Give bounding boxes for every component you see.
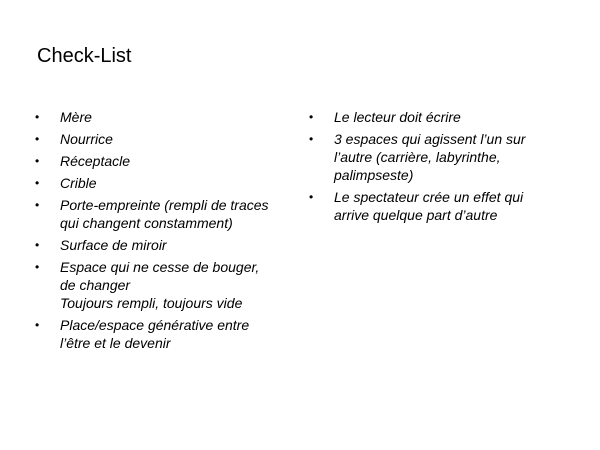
bullet-icon: • [309,110,314,124]
item-text: Le spectateur crée un effet qui [334,189,524,205]
item-text: Place/espace générative entre [60,317,250,333]
item-text: arrive quelque part d’autre [334,207,498,223]
item-text: 3 espaces qui agissent l’un sur [334,131,526,147]
bullet-icon: • [309,132,314,146]
item-text: l’autre (carrière, labyrinthe, [334,149,501,165]
item-text: de changer [60,277,131,293]
list-item [35,196,297,232]
list-item [35,236,297,254]
list-item [35,152,297,170]
item-text: Nourrice [60,131,113,147]
bullet-icon: • [35,260,40,274]
item-text: l’être et le devenir [60,335,171,351]
bullet-icon: • [35,154,40,168]
right-bullet-list [309,108,559,228]
slide-title: Check-List [37,45,132,67]
item-text: palimpseste) [334,167,414,183]
item-text: Mère [60,109,92,125]
bullet-icon: • [35,110,40,124]
bullet-icon: • [35,238,40,252]
item-text: Surface de miroir [60,237,167,253]
item-text: Réceptacle [60,153,131,169]
bullet-icon: • [309,190,314,204]
list-item [35,130,297,148]
item-text: Espace qui ne cesse de bouger, [60,259,260,275]
list-item [309,108,559,126]
item-text: Le lecteur doit écrire [334,109,461,125]
bullet-icon: • [35,132,40,146]
list-item [35,316,297,352]
item-text: Crible [60,175,97,191]
item-text: Toujours rempli, toujours vide [60,295,243,311]
item-text: Porte-empreinte (rempli de traces [60,197,269,213]
left-bullet-list [35,108,297,356]
list-item [35,108,297,126]
item-text: qui changent constamment) [60,215,233,231]
list-item [35,258,297,312]
bullet-icon: • [35,198,40,212]
list-item [309,188,559,224]
bullet-icon: • [35,176,40,190]
bullet-icon: • [35,318,40,332]
list-item [35,174,297,192]
list-item [309,130,559,184]
